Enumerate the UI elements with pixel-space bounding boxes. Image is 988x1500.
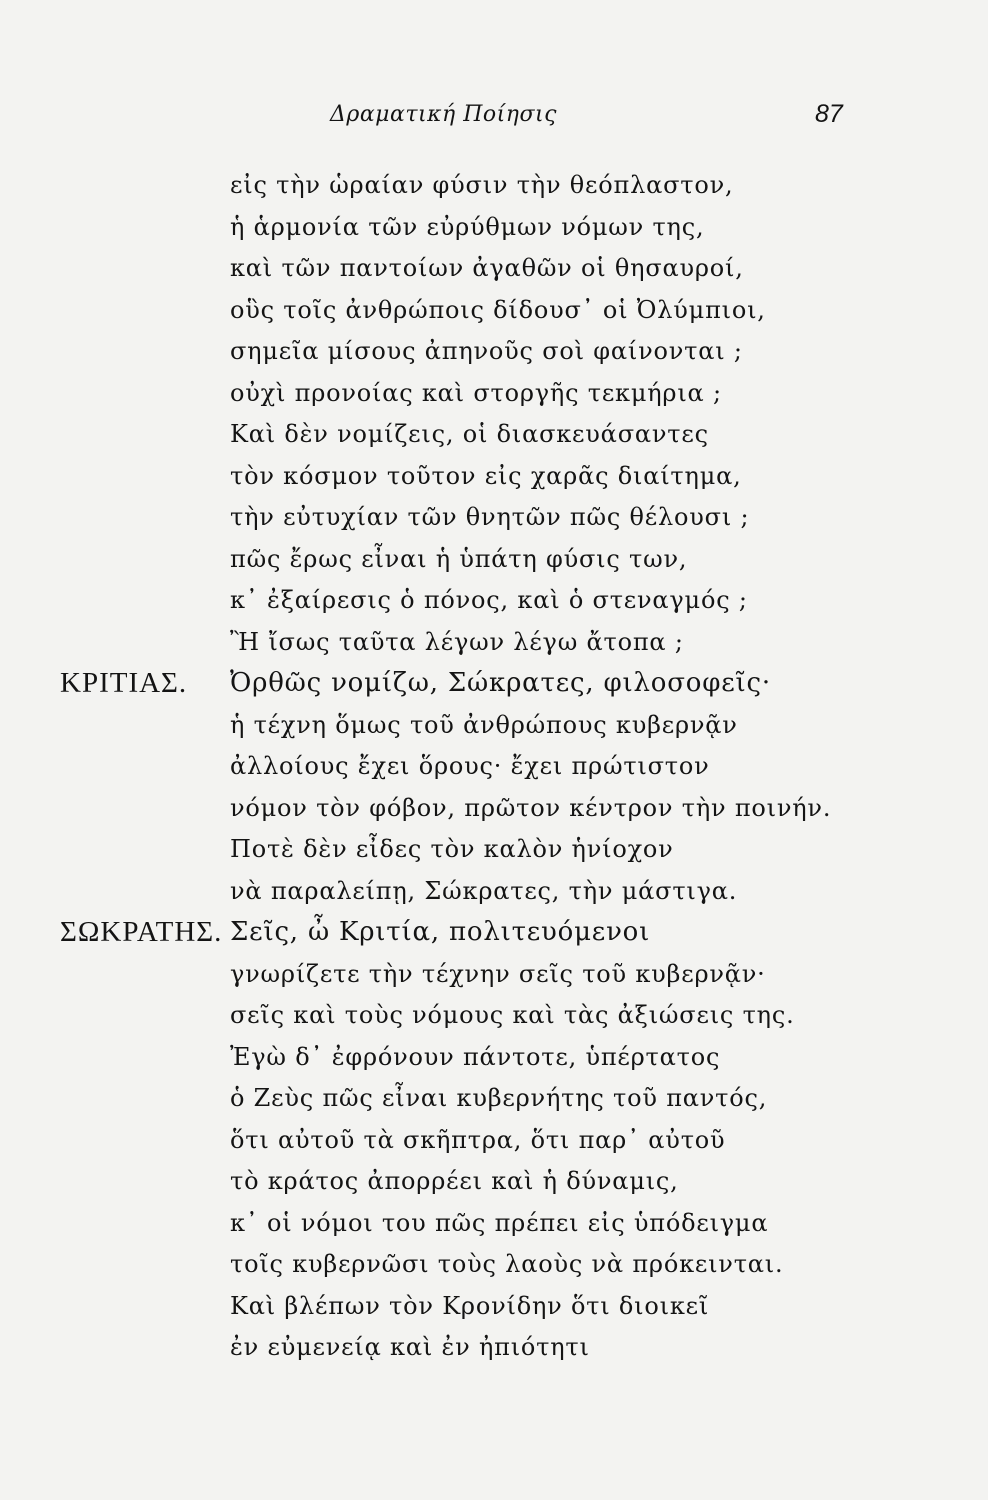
verse-text-line: κ᾽ οἱ νόμοι του πῶς πρέπει εἰς ὑπόδειγμα: [230, 1208, 769, 1237]
verse-line: [0, 250, 988, 292]
verse-line: [0, 541, 988, 583]
verse-line: [0, 956, 988, 998]
verse-line: [0, 1246, 988, 1288]
verse-text-line: Καὶ δὲν νομίζεις, οἱ διασκευάσαντες: [230, 420, 709, 448]
verse-line: [0, 831, 988, 873]
verse-line: [0, 873, 988, 915]
verse-line: [0, 790, 988, 832]
verse-text-line: νὰ παραλείπῃ, Σώκρατες, τὴν μάστιγα.: [230, 876, 738, 905]
verse-text-line: Ὀρθῶς νομίζω, Σώκρατες, φιλοσοφεῖς·: [230, 668, 771, 698]
verse-text-line: εἰς τὴν ὡραίαν φύσιν τὴν θεόπλαστον,: [230, 171, 734, 199]
verse-line: [0, 458, 988, 500]
verse-line: [0, 1122, 988, 1164]
verse-line: [0, 914, 988, 956]
verse-text-line: τὸν κόσμον τοῦτον εἰς χαρᾶς διαίτημα,: [230, 461, 742, 490]
verse-line: [0, 1163, 988, 1205]
verse-text-line: ἡ ἁρμονία τῶν εὐρύθμων νόμων της,: [230, 212, 705, 241]
verse-line: [0, 499, 988, 541]
verse-line: [0, 624, 988, 666]
verse-text-line: οὐχὶ προνοίας καὶ στοργῆς τεκμήρια ;: [230, 378, 722, 407]
verse-text-line: τοῖς κυβερνῶσι τοὺς λαοὺς νὰ πρόκεινται.: [230, 1250, 784, 1278]
verse-line: [0, 333, 988, 375]
verse-line: [0, 1288, 988, 1330]
verse-text-line: σεῖς καὶ τοὺς νόμους καὶ τὰς ἀξιώσεις της.: [230, 1001, 795, 1029]
verse-text-line: Ποτὲ δὲν εἶδες τὸν καλὸν ἡνίοχον: [230, 835, 674, 863]
verse-line: [0, 1205, 988, 1247]
verse-line: [0, 292, 988, 334]
verse-line: [0, 416, 988, 458]
verse-line: [0, 665, 988, 707]
speaker-name: ΣΩΚΡΑΤΗΣ.: [60, 916, 223, 948]
verse-line: [0, 1080, 988, 1122]
verse-text-line: γνωρίζετε τὴν τέχνην σεῖς τοῦ κυβερνᾷν·: [230, 959, 766, 988]
verse-text-line: ἐν εὐμενείᾳ καὶ ἐν ἠπιότητι: [230, 1333, 590, 1361]
verse-text-line: πῶς ἔρως εἶναι ἡ ὑπάτη φύσις των,: [230, 544, 688, 573]
verse-line: [0, 707, 988, 749]
verse-text-line: ἡ τέχνη ὅμως τοῦ ἀνθρώπους κυβερνᾷν: [230, 710, 738, 739]
verse-text-line: νόμον τὸν φόβον, πρῶτον κέντρον τὴν ποινήν.: [230, 793, 832, 822]
verse-text: [0, 167, 988, 1371]
speaker-name: ΚΡΙΤΙΑΣ.: [60, 667, 188, 699]
verse-text-line: Καὶ βλέπων τὸν Κρονίδην ὅτι διοικεῖ: [230, 1291, 710, 1320]
verse-text-line: ὅτι αὐτοῦ τὰ σκῆπτρα, ὅτι παρ᾽ αὐτοῦ: [230, 1125, 726, 1154]
verse-text-line: κ᾽ ἐξαίρεσις ὁ πόνος, καὶ ὁ στεναγμός ;: [230, 586, 748, 614]
verse-line: [0, 1329, 988, 1371]
verse-text-line: καὶ τῶν παντοίων ἀγαθῶν οἱ θησαυροί,: [230, 254, 744, 282]
verse-line: [0, 582, 988, 624]
verse-text-line: Σεῖς, ὦ Κριτία, πολιτευόμενοι: [230, 917, 651, 947]
verse-line: [0, 375, 988, 417]
verse-text-line: οὓς τοῖς ἀνθρώποις δίδουσ᾽ οἱ Ὀλύμπιοι,: [230, 295, 766, 324]
verse-text-line: τὴν εὐτυχίαν τῶν θνητῶν πῶς θέλουσι ;: [230, 503, 750, 531]
verse-text-line: ἀλλοίους ἔχει ὅρους· ἔχει πρώτιστον: [230, 752, 710, 780]
verse-text-line: Ἢ ἴσως ταῦτα λέγων λέγω ἄτοπα ;: [230, 627, 684, 656]
verse-text-line: τὸ κράτος ἀπορρέει καὶ ἡ δύναμις,: [230, 1167, 679, 1195]
verse-text-line: Ἐγὼ δ᾽ ἐφρόνουν πάντοτε, ὑπέρτατος: [230, 1042, 721, 1071]
verse-line: [0, 997, 988, 1039]
verse-line: [0, 748, 988, 790]
verse-line: [0, 209, 988, 251]
verse-line: [0, 167, 988, 209]
page-number: 87: [815, 100, 843, 128]
verse-line: [0, 1039, 988, 1081]
verse-text-line: ὁ Ζεὺς πῶς εἶναι κυβερνήτης τοῦ παντός,: [230, 1084, 768, 1112]
verse-text-line: σημεῖα μίσους ἀπηνοῦς σοὶ φαίνονται ;: [230, 337, 743, 365]
running-title: Δραματική Ποίησις: [330, 102, 557, 127]
